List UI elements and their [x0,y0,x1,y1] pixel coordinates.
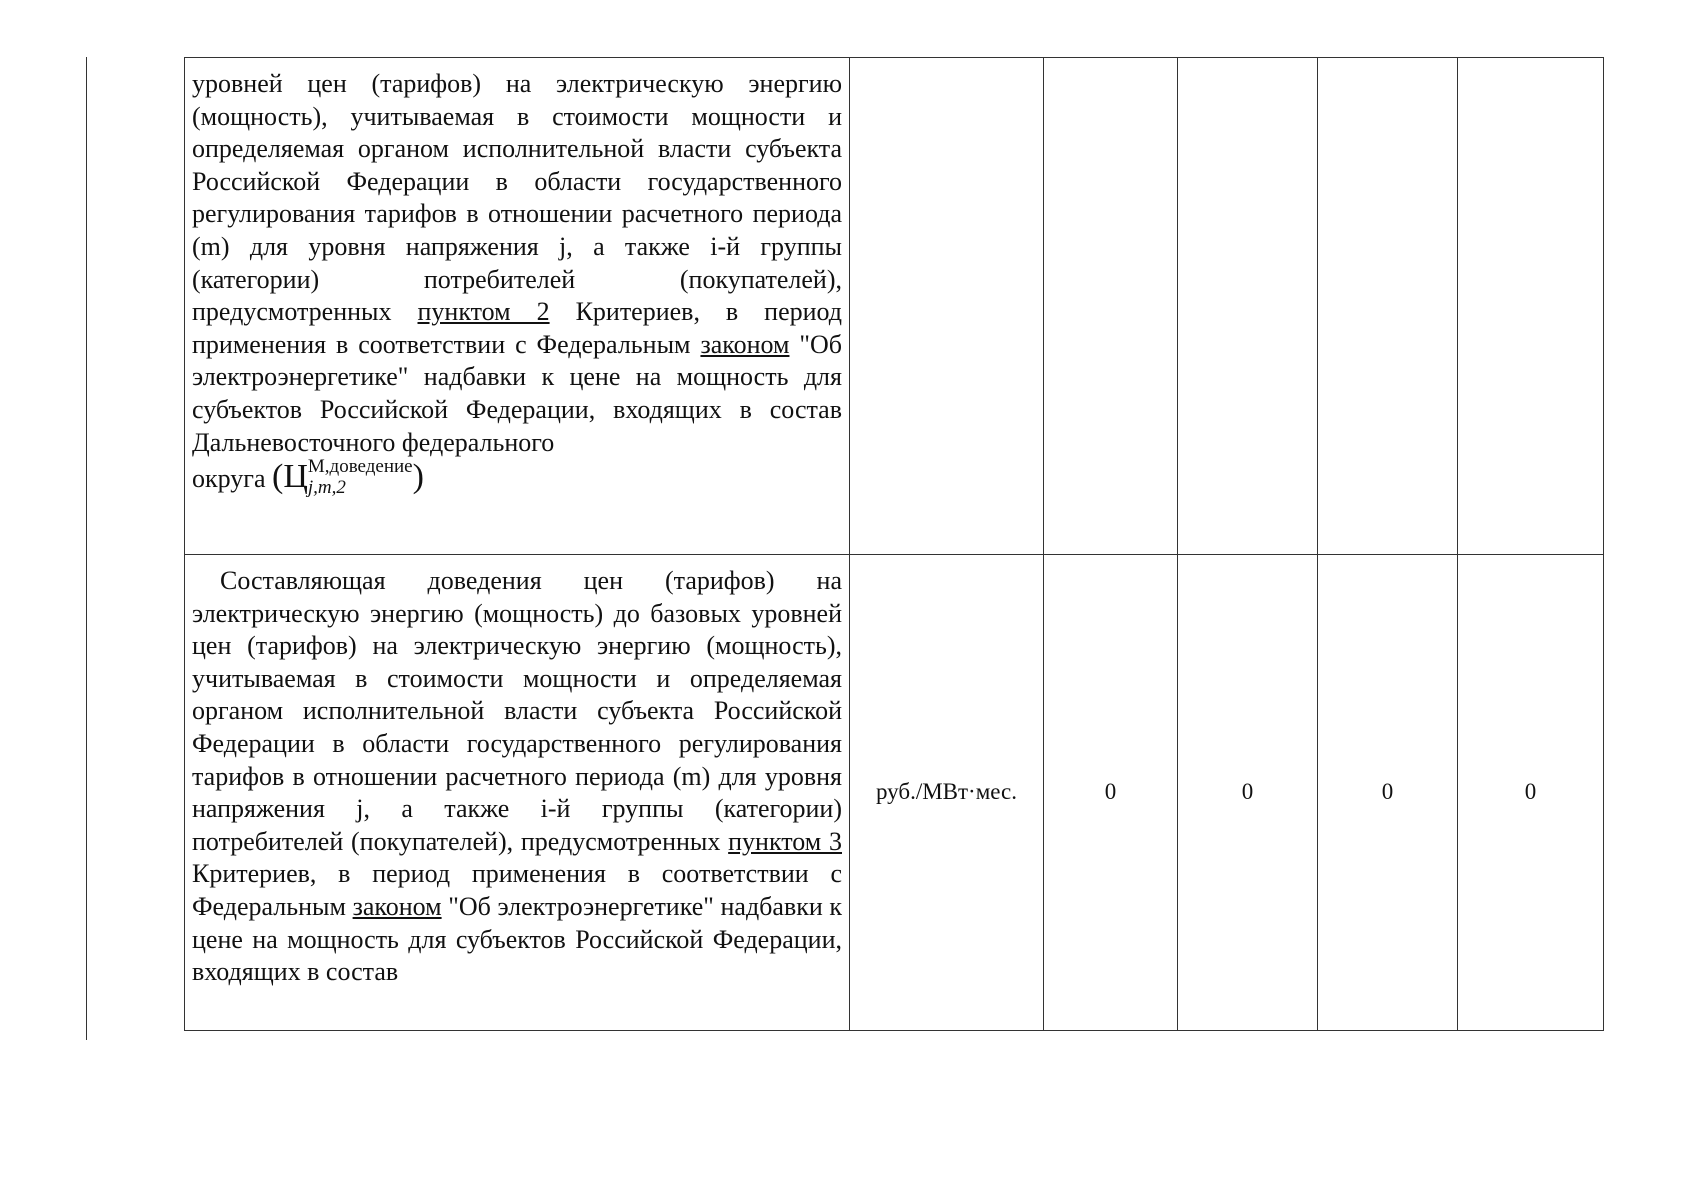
value-cell: 0 [1044,555,1178,1031]
table-row [185,58,1604,555]
point-link[interactable]: пунктом 3 [728,826,842,856]
price-formula: (Ц М,доведение j,m,2 ) [272,456,424,499]
description-cell [185,58,850,555]
formula-line: округа (Ц М,доведение j,m,2 ) [192,456,424,499]
point-link[interactable]: пунктом 2 [417,297,550,327]
value-cell [1318,58,1458,555]
unit-cell: руб./МВт·мес. [850,555,1044,1031]
tariff-table [184,57,1604,1031]
unit-cell [850,58,1044,555]
law-link[interactable]: законом [700,329,790,359]
description-text: Составляющая доведения цен (тарифов) на электрическую энергию (мощность) до базовых уровней цен (тарифов) на электрическую энергию (мощность), учитываемая в стоимости мощности и определяемая органом исполнительной власти субъекта Российской Федерации в области государственного регулирования тарифов в отношении расчетного периода (m) для уровня напряжения j, а также i-й группы (категории) потребителей (покупателей), предусмотренных пунктом 3 Критериев, в период применения в соответствии с Федеральным законом "Об электроэнергетике" надбавки к цене на мощность для субъектов Российской Федерации, входящих в состав [192,566,843,987]
law-link[interactable]: законом [352,891,442,921]
description-cell [185,555,850,1031]
value-cell: 0 [1458,555,1604,1031]
value-cell: 0 [1178,555,1318,1031]
page-margin-line [86,57,87,1040]
value-cell [1178,58,1318,555]
value-cell [1044,58,1178,555]
description-text: уровней цен (тарифов) на электрическую энергию (мощность), учитываемая в стоимости мощности и определяемая органом исполнительной власти субъекта Российской Федерации в области государственного регулирования тарифов в отношении расчетного периода (m) для уровня напряжения j, а также i-й группы (категории) потребителей (покупателей), предусмотренных пунктом 2 Критериев, в период применения в соответствии с Федеральным законом "Об электроэнергетике" надбавки к цене на мощность для субъектов Российской Федерации, входящих в состав Дальневосточного федерального [192,69,843,457]
value-cell [1458,58,1604,555]
value-cell: 0 [1318,555,1458,1031]
table-row [185,555,1604,1031]
